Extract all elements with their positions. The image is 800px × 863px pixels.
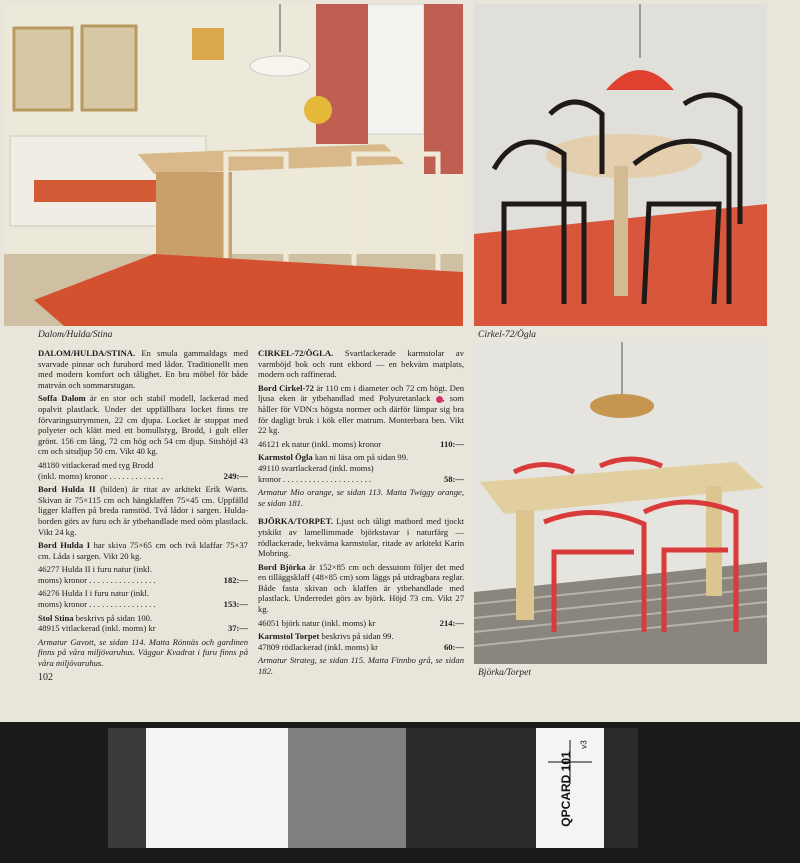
article-sofa: 48180 vitlackerad med tyg Brodd	[38, 459, 154, 470]
photo-cirkel-ogla	[474, 4, 767, 326]
caption-bottom-right: Björka/Torpet	[478, 668, 531, 678]
heading-bjorka: BJÖRKA/TORPET.	[258, 516, 333, 527]
card-label-brand: QPCARD 101	[559, 751, 573, 827]
description-hulda2: (bilden) är ritat av arkitekt Erik Wørts. Skivan är 75×115 cm och hängklaffen 75×45 cm. Uppfälld ligger klaffen på breda ramstöd. Två lådor i sargen. Hulda-borden görs av furu och är ytbehandlade med oöm plastlack. Vikt 24 kg.	[38, 484, 248, 537]
product-name-hulda2: Bord Hulda II	[38, 484, 96, 495]
price-label-cirkel: 46121 ek natur (inkl. moms) kronor	[258, 438, 382, 449]
caption-top-right: Cirkel-72/Ögla	[478, 330, 537, 340]
price-bjorka: 214:—	[439, 617, 464, 628]
product-name-torpet: Karmstol Torpet	[258, 631, 320, 642]
description-stina: beskrivs på sidan 100.	[75, 612, 153, 623]
description-ogla: kan ni läsa om på sidan 99.	[314, 452, 409, 463]
description-hulda1: har skiva 75×65 cm och två klaffar 75×37 cm. Låda i sargen. Vikt 20 kg.	[38, 540, 248, 561]
price-label-sofa: (inkl. moms) kronor . . . . . . . . . . . . .	[38, 470, 164, 481]
note-bjorka: Armatur Strateg, se sidan 115. Matta Finnbo grå, se sidan 182.	[258, 655, 464, 677]
price-label-hulda2: moms) kronor . . . . . . . . . . . . . . . .	[38, 574, 156, 585]
price-cirkel: 110:—	[440, 438, 464, 449]
photo-bjorka-torpet	[474, 342, 767, 664]
price-label-ogla: kronor . . . . . . . . . . . . . . . . . . . . .	[258, 473, 372, 484]
description-cirkel: är 110 cm i diameter och 72 cm högt. Den ljusa eken är ytbehandlad med Polyuretanlack	[258, 382, 464, 404]
price-hulda1: 153:—	[223, 599, 248, 610]
heading-cirkel: CIRKEL-72/ÖGLA.	[258, 348, 334, 358]
price-label-torpet: 47809 rödlackerad (inkl. moms) kr	[258, 641, 379, 652]
heading-dalom: DALOM/HULDA/STINA.	[38, 348, 136, 358]
price-label-hulda1: moms) kronor . . . . . . . . . . . . . . . .	[38, 599, 156, 610]
product-name-bjorka: Bord Björka	[258, 561, 306, 572]
page-number: 102	[38, 672, 53, 683]
photo-dalom-hulda-stina	[4, 4, 463, 326]
intro-cirkel: Svartlackerade karmstolar av varmböjd bok och runt ekbord — en bekväm matplats, modern och raffinerad.	[258, 348, 464, 380]
price-torpet: 60:—	[443, 641, 464, 652]
product-name-ogla: Karmstol Ögla	[258, 452, 313, 463]
price-label-bjorka: 46051 björk natur (inkl. moms) kr	[258, 617, 376, 628]
description-cirkel-cont: , som håller för VDN:s högsta normer och därför lämpar sig bra för dagligt bruk i kök eller matrum. Monterbara ben. Vikt 22 kg.	[258, 393, 464, 436]
card-label-version: v3	[579, 740, 589, 749]
color-reference-card	[108, 728, 638, 848]
note-cirkel: Armatur Mio orange, se sidan 113. Matta Twiggy orange, se sidan 181.	[258, 487, 464, 508]
description-sofa: är en stor och stabil modell, lackerad med opalvit plastlack. Under det uppfällbara locket finns tre förvaringsutrymmen, 22 cm djupa. Locket är stoppat med polyeter och klätt med ett bomullstyg, Brodd, i gult eller grönt. 156 cm lång, 72 cm hög och 54 cm djup. Sitshöjd 43 cm och sitsdjup 50 cm. Vikt 40 kg.	[38, 393, 249, 457]
price-hulda2: 182:—	[223, 574, 248, 585]
product-name-hulda1: Bord Hulda I	[38, 540, 91, 551]
article-ogla: 49110 svartlackerad (inkl. moms)	[258, 462, 374, 473]
text-column-1	[38, 348, 248, 672]
description-bjorka: är 152×85 cm och dessutom följer det med en tilläggsklaff (48×85 cm) som läggs på utdragbara reglar. Både fasta skivan och klaffen är ytbehandlade med plastlack. Underredet görs av björk. Höjd 73 cm. Vikt 27 kg.	[258, 561, 465, 615]
article-hulda2: 46277 Hulda II i furu natur (inkl.	[38, 564, 152, 575]
price-stina: 37:—	[227, 623, 248, 634]
caption-top-left: Dalom/Hulda/Stina	[38, 330, 113, 340]
price-sofa: 249:—	[223, 470, 248, 481]
price-label-stina: 48915 vitlackerad (inkl. moms) kr	[38, 623, 156, 634]
description-torpet: beskrivs på sidan 99.	[321, 631, 394, 642]
intro-dalom: En smula gammaldags med svarvade pinnar och furubord med lådor. Traditionellt men med modern komfort och tålighet. En bra möbel för både matrván och sommarstugan.	[38, 348, 249, 390]
intro-bjorka: Ljust och tåligt matbord med tjockt ytskikt av lamellimmade björkstavar i naturfärg — rödlackerade, bekväma karmstolar, ritade av arkitekt Karin Mobring.	[258, 516, 465, 559]
price-ogla: 58:—	[443, 473, 464, 484]
product-name-sofa: Soffa Dalom	[38, 393, 86, 404]
text-column-2	[258, 348, 464, 680]
pink-dot-marker	[436, 396, 443, 403]
product-name-cirkel: Bord Cirkel-72	[258, 382, 314, 393]
note-dalom: Armatur Gavott, se sidan 114. Matta Rönnäs och gardinen finns på våra miljövaruhus. Väggur Kvadrat i furu finns på våra miljövaruhus.	[38, 636, 248, 669]
product-name-stina: Stol Stina	[38, 612, 74, 623]
article-hulda1: 46276 Hulda I i furu natur (inkl.	[38, 588, 149, 599]
